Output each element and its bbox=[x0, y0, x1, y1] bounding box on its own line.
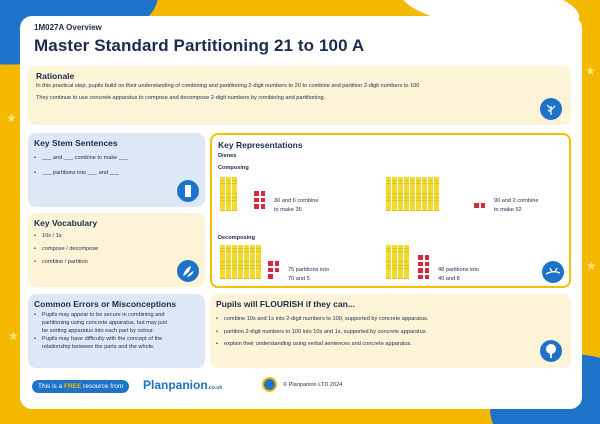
decompose-75-line-2: 70 and 5 bbox=[288, 276, 310, 282]
tree-icon bbox=[540, 340, 562, 362]
errors-list bbox=[34, 311, 174, 352]
dienes-tens-70 bbox=[220, 245, 261, 279]
compose-92-line-1: 90 and 2 combine bbox=[494, 198, 539, 204]
leaves-icon bbox=[177, 260, 199, 282]
compose-36-line-1: 30 and 6 combine bbox=[274, 198, 319, 204]
branch-icon bbox=[542, 261, 564, 283]
flourish-title: Pupils will FLOURISH if they can... bbox=[216, 299, 355, 309]
planpanion-logo[interactable] bbox=[143, 378, 222, 392]
lesson-code: 1M027A Overview bbox=[34, 23, 102, 32]
vocabulary-title: Key Vocabulary bbox=[34, 218, 98, 228]
dienes-ones-6 bbox=[254, 191, 265, 209]
stem-list bbox=[34, 151, 174, 181]
decompose-48-line-1: 48 partitions into bbox=[438, 267, 480, 273]
star-icon: ★ bbox=[586, 259, 597, 273]
rationale-panel bbox=[28, 66, 571, 125]
badge-text-pre: This is a bbox=[38, 383, 65, 390]
planpanion-emblem-icon bbox=[262, 377, 277, 392]
dienes-tens-90 bbox=[386, 177, 439, 211]
list-item: • ___ partitions into ___ and ___ bbox=[34, 166, 174, 181]
logo-domain: .co.uk bbox=[207, 385, 223, 391]
list-item: • explain their understanding using verbal sentences and concrete apparatus. bbox=[216, 338, 516, 351]
dienes-ones-2 bbox=[474, 203, 485, 208]
dienes-tens-40 bbox=[386, 245, 409, 279]
vocabulary-panel bbox=[28, 213, 205, 287]
dienes-tens-30 bbox=[220, 177, 237, 211]
errors-panel bbox=[28, 294, 205, 368]
badge-text-free: FREE bbox=[64, 383, 82, 390]
flourish-list bbox=[216, 313, 516, 351]
stem-sentences-panel bbox=[28, 133, 205, 207]
dienes-label: Dienes bbox=[218, 153, 237, 159]
compose-36-line-2: to make 36 bbox=[274, 207, 302, 213]
decompose-48-line-2: 40 and 8 bbox=[438, 276, 460, 282]
list-item: • Pupils may have difficulty with the concept of the relationship between the parts and the whole. bbox=[34, 335, 174, 351]
star-icon: ★ bbox=[6, 111, 17, 125]
list-item: • partition 2-digit numbers to 100 into 10s and 1s, supported by concrete apparatus. bbox=[216, 326, 516, 339]
list-item: • combine 10s and 1s into 2-digit numbers to 100, supported by concrete apparatus. bbox=[216, 313, 516, 326]
list-item: • compose / decompose bbox=[34, 243, 174, 256]
vocab-list bbox=[34, 230, 174, 269]
list-item: • Pupils may appear to be secure in combining and partitioning using concrete apparatus, but may just be sorting apparatus into each part by colour. bbox=[34, 311, 174, 335]
errors-title: Common Errors or Misconceptions bbox=[34, 299, 177, 309]
logo-text: Planpanion bbox=[143, 378, 208, 392]
list-item: • 10s / 1s bbox=[34, 230, 174, 243]
rationale-text-1: In this practical step, pupils build on their understanding of combining and partitioning 2-digit numbers to 20 to combine and partition 2-digit numbers to 100 bbox=[36, 83, 420, 89]
dienes-ones-5 bbox=[268, 261, 279, 279]
composing-label: Composing bbox=[218, 165, 249, 171]
compose-92-line-2: to make 92 bbox=[494, 207, 522, 213]
decomposing-label: Decomposing bbox=[218, 235, 255, 241]
stem-sentences-title: Key Stem Sentences bbox=[34, 138, 118, 148]
dienes-ones-8 bbox=[418, 255, 429, 279]
plant-icon bbox=[540, 98, 562, 120]
roots-icon bbox=[177, 180, 199, 202]
list-item: • ___ and ___ combine to make ___ bbox=[34, 151, 174, 166]
page-title: Master Standard Partitioning 21 to 100 A bbox=[34, 36, 365, 55]
decompose-75-line-1: 75 partitions into bbox=[288, 267, 330, 273]
star-icon: ★ bbox=[585, 64, 596, 78]
representations-panel bbox=[210, 133, 571, 288]
badge-text-post: resource from bbox=[81, 383, 124, 390]
star-icon: ★ bbox=[8, 329, 19, 343]
rationale-title: Rationale bbox=[36, 71, 75, 81]
flourish-panel bbox=[210, 294, 571, 368]
rationale-text-2: They continue to use concrete apparatus to compose and decompose 2-digit numbers by combining and partitioning. bbox=[36, 95, 326, 101]
list-item: • combine / partition bbox=[34, 256, 174, 269]
representations-title: Key Representations bbox=[218, 140, 303, 150]
copyright: © Planpanion LTD 2024 bbox=[283, 382, 343, 388]
free-resource-badge[interactable] bbox=[32, 380, 129, 393]
